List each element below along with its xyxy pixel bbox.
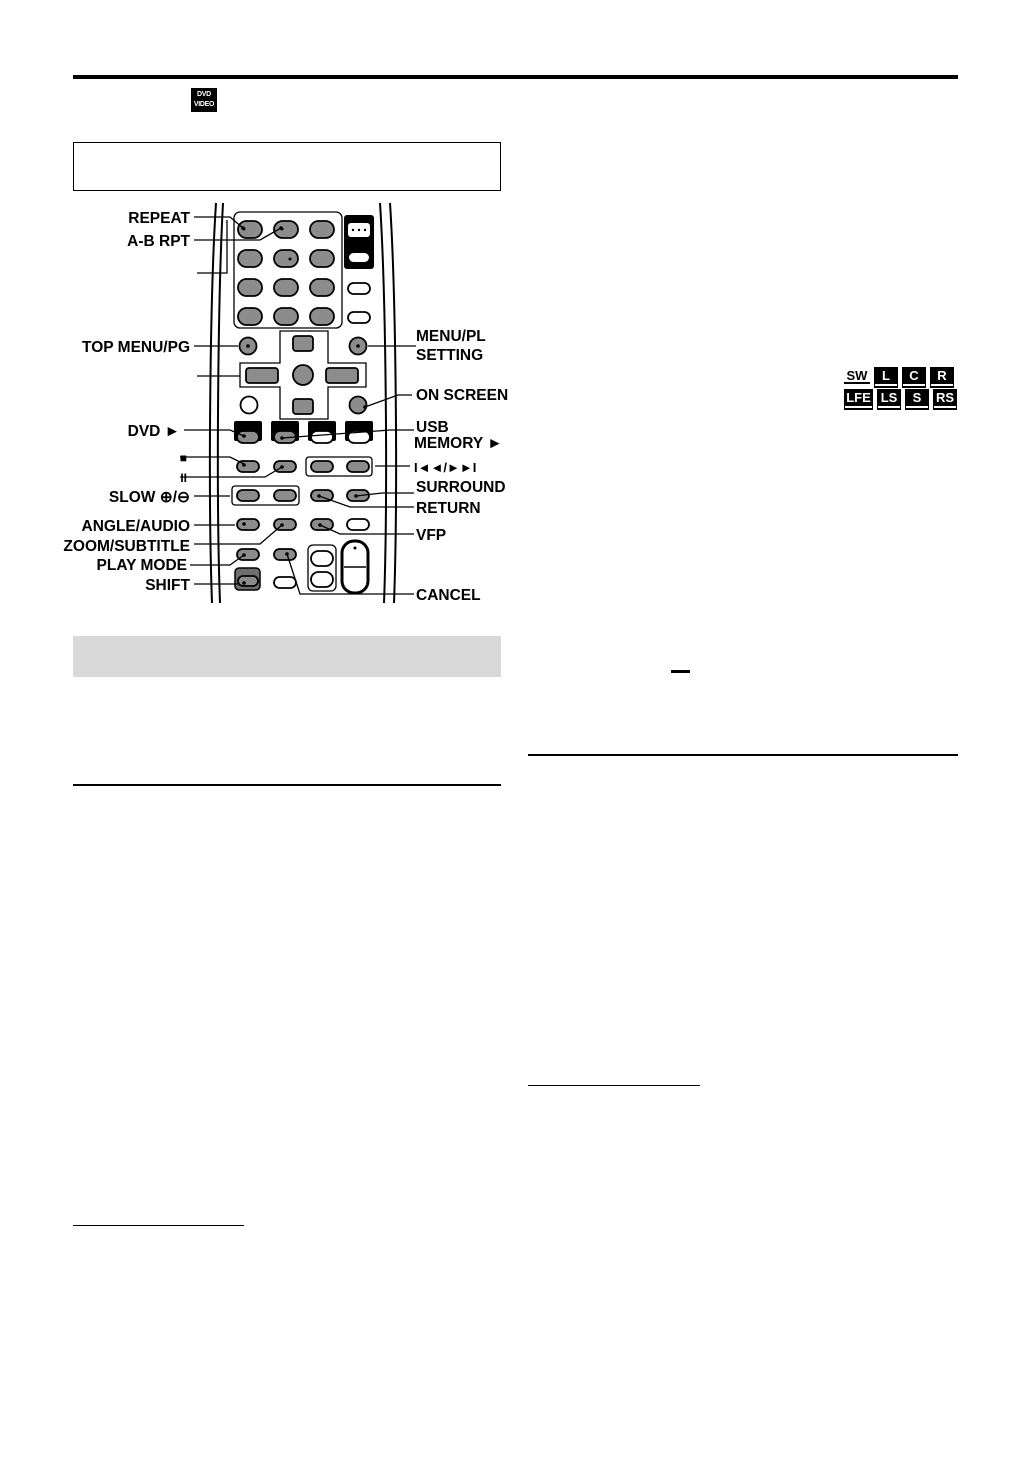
on-screen-button[interactable]: [350, 397, 367, 414]
section-heading-band: [73, 636, 501, 677]
menu-pl-label: MENU/PL: [416, 328, 486, 345]
slow-plus-button[interactable]: [274, 490, 296, 501]
top-menu-label: TOP MENU/PG: [82, 339, 190, 356]
speaker-row-1: [844, 367, 960, 384]
stop-label: ■: [179, 451, 187, 465]
top-rule: [73, 75, 958, 79]
number-pad: [238, 221, 334, 325]
skip-back-button[interactable]: [311, 461, 333, 472]
cursor-right-button[interactable]: [326, 368, 358, 383]
num-button[interactable]: [310, 308, 334, 325]
angle-audio-label: ANGLE/AUDIO: [81, 518, 190, 535]
speaker-ls: LS: [877, 389, 901, 406]
setting-label: SETTING: [416, 347, 484, 364]
speaker-s: S: [905, 389, 929, 406]
source-row: [234, 421, 373, 443]
repeat-label: REPEAT: [128, 210, 190, 227]
on-screen-label: ON SCREEN: [416, 387, 509, 404]
speaker-c: C: [902, 367, 926, 384]
side-button[interactable]: [348, 312, 370, 323]
remote-diagram: [60, 195, 510, 607]
speaker-indicator-grid: [844, 367, 960, 411]
play-mode-label: PLAY MODE: [96, 557, 187, 574]
cursor-down-button[interactable]: [293, 399, 313, 414]
dvd-play-label: DVD ►: [127, 423, 180, 440]
cancel-label: CANCEL: [416, 587, 481, 604]
num-button[interactable]: [238, 308, 262, 325]
surround-label: SURROUND: [416, 479, 506, 496]
num-button[interactable]: [274, 279, 298, 296]
num-button[interactable]: [310, 279, 334, 296]
pause-label: II: [180, 471, 187, 485]
slow-label: SLOW ⊕/⊖: [108, 489, 190, 506]
speaker-lfe: LFE: [844, 389, 873, 406]
vol-up-button[interactable]: [311, 551, 333, 566]
skip-label: I◄◄/►►I: [414, 460, 477, 475]
white-button[interactable]: [347, 519, 369, 530]
badge-line1: DVD: [197, 91, 211, 98]
left-footnote-rule: [73, 1225, 244, 1226]
right-column-rule: [528, 754, 958, 756]
vfp-button[interactable]: [311, 519, 333, 530]
source-button[interactable]: [311, 431, 333, 443]
vol-down-button[interactable]: [311, 572, 333, 587]
dvd-play-button[interactable]: [237, 431, 259, 443]
shift-button[interactable]: [238, 576, 258, 586]
cancel-button[interactable]: [274, 549, 296, 560]
num-button[interactable]: [274, 308, 298, 325]
num-button[interactable]: [274, 250, 298, 267]
speaker-sw: SW: [844, 367, 870, 384]
speaker-l: L: [874, 367, 898, 384]
num-button[interactable]: [310, 250, 334, 267]
return-label: RETURN: [416, 500, 481, 517]
dash-mark: [671, 670, 690, 673]
speaker-r: R: [930, 367, 954, 384]
skip-forward-button[interactable]: [347, 461, 369, 472]
zoom-subtitle-label: ZOOM/SUBTITLE: [63, 538, 190, 555]
num-button[interactable]: [238, 250, 262, 267]
dvd-video-badge: [191, 88, 217, 112]
right-footnote-rule: [528, 1085, 700, 1086]
ab-rpt-label: A-B RPT: [127, 233, 190, 250]
white-round-button[interactable]: [241, 397, 258, 414]
shift-label: SHIFT: [145, 577, 190, 594]
speaker-rs: RS: [933, 389, 957, 406]
left-labels: [63, 210, 190, 594]
left-column-rule: [73, 784, 501, 786]
num-button[interactable]: [310, 221, 334, 238]
side-button[interactable]: [348, 283, 370, 294]
angle-audio-button[interactable]: [237, 519, 259, 530]
cursor-left-button[interactable]: [246, 368, 278, 383]
memory-label: MEMORY ►: [414, 435, 503, 452]
usb-label: USB: [416, 419, 449, 436]
boxed-note: [73, 142, 501, 191]
num-button[interactable]: [238, 279, 262, 296]
num-button[interactable]: [238, 221, 262, 238]
cursor-pad: [246, 336, 358, 414]
vfp-label: VFP: [416, 527, 447, 544]
white-button[interactable]: [274, 577, 296, 588]
slow-minus-button[interactable]: [237, 490, 259, 501]
power-sub-button[interactable]: [349, 253, 369, 262]
enter-button[interactable]: [293, 365, 313, 385]
cursor-up-button[interactable]: [293, 336, 313, 351]
right-labels: [414, 328, 508, 604]
speaker-row-2: [844, 389, 960, 406]
badge-line2: VIDEO: [193, 101, 215, 108]
